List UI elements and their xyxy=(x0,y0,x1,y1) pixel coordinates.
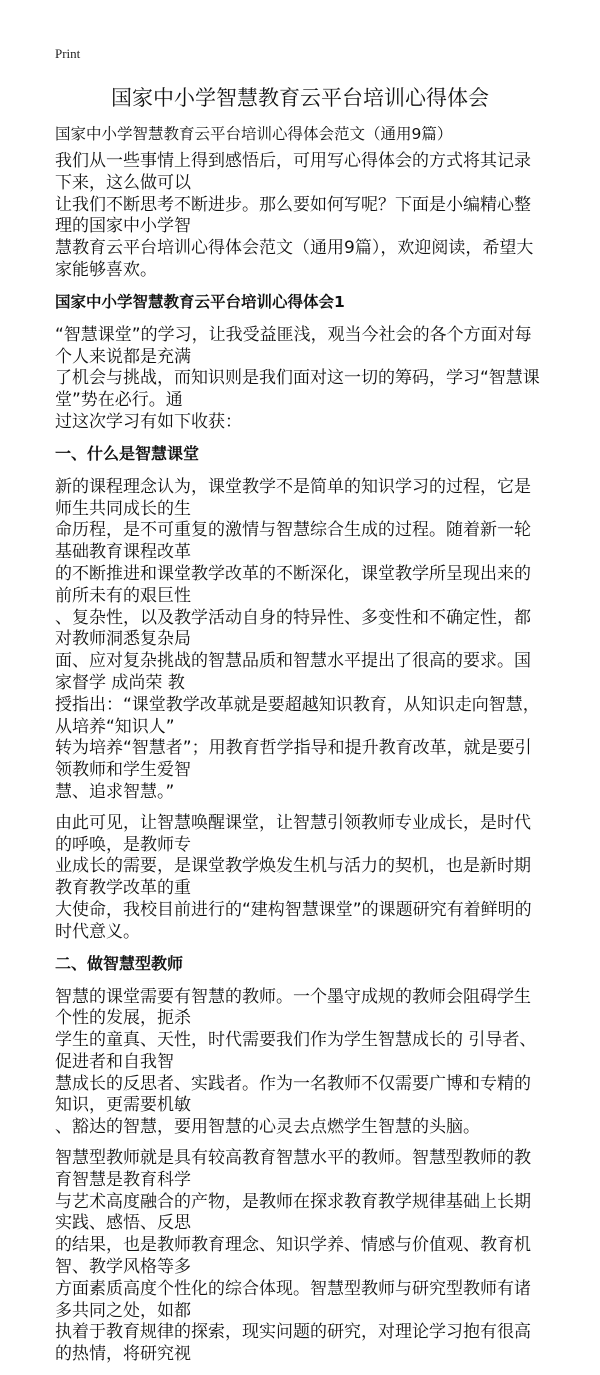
paragraph xyxy=(55,151,545,282)
paragraph-line: “智慧课堂”的学习，让我受益匪浅，观当今社会的各个方面对每个人来说都是充满 xyxy=(55,324,532,367)
paragraph-line: 新的课程理念认为，课堂教学不是简单的知识学习的过程，它是师生共同成长的生 xyxy=(55,476,531,519)
print-link[interactable]: Print xyxy=(55,46,81,61)
paragraph-line: 命历程，是不可重复的激情与智慧综合生成的过程。随着新一轮基础教育课程改革 xyxy=(55,520,531,563)
content-blocks xyxy=(55,151,545,1366)
paragraph-line: 面、应对复杂挑战的智慧品质和智慧水平提出了很高的要求。国家督学 成尚荣 教 xyxy=(55,651,531,693)
paragraph xyxy=(55,325,545,434)
paragraph-line: 慧、追求智慧。” xyxy=(55,781,175,802)
paragraph xyxy=(55,1148,545,1366)
paragraph-line: 了机会与挑战，而知识则是我们面对这一切的筹码，学习“智慧课堂”势在必行。通 xyxy=(55,368,540,411)
paragraph-line: 我们从一些事情上得到感悟后，可用写心得体会的方式将其记录下来，这么做可以 xyxy=(55,151,531,193)
paragraph-line: 方面素质高度个性化的综合体现。智慧型教师与研究型教师有诸多共同之处，如都 xyxy=(55,1278,531,1321)
document-body xyxy=(55,123,545,1375)
paragraph-line: 业成长的需要，是课堂教学焕发生机与活力的契机，也是新时期教育教学改革的重 xyxy=(55,856,531,899)
paragraph-line: 大使命，我校目前进行的“建构智慧课堂”的课题研究有着鲜明的时代意义。 xyxy=(55,899,532,942)
document-subtitle: 国家中小学智慧教育云平台培训心得体会范文（通用9篇） xyxy=(55,125,453,143)
paragraph-line: 慧教育云平台培训心得体会范文（通用9篇），欢迎阅读，希望大家能够喜欢。 xyxy=(55,238,534,280)
paragraph xyxy=(55,987,545,1140)
paragraph-line: 执着于教育规律的探索，现实问题的研究，对理论学习抱有很高的热情，将研究视 xyxy=(55,1322,531,1365)
paragraph-line: 学生的童真、天性，时代需要我们作为学生智慧成长的 引导者、促进者和自我智 xyxy=(55,1030,537,1072)
paragraph-line: 慧成长的反思者、实践者。作为一名教师不仅需要广博和专精的知识，更需要机敏 xyxy=(55,1073,531,1116)
section-heading: 一、什么是智慧课堂 xyxy=(55,443,200,463)
article-heading: 国家中小学智慧教育云平台培训心得体会1 xyxy=(55,292,345,311)
paragraph-line: 与艺术高度融合的产物，是教师在探求教育教学规律基础上长期实践、感悟、反思 xyxy=(55,1191,531,1234)
paragraph-line: 智慧的课堂需要有智慧的教师。一个墨守成规的教师会阻碍学生个性的发展，扼杀 xyxy=(55,986,531,1029)
paragraph-line: 、复杂性，以及教学活动自身的特异性、多变性和不确定性，都对教师洞悉复杂局 xyxy=(55,607,531,650)
paragraph-line: 授指出：“课堂教学改革就是要超越知识教育，从知识走向智慧，从培养“知识人” xyxy=(55,694,540,737)
paragraph xyxy=(55,477,545,804)
paragraph-line: 智慧型教师就是具有较高教育智慧水平的教师。智慧型教师的教育智慧是教育科学 xyxy=(55,1148,531,1190)
paragraph-line: 由此可见，让智慧唤醒课堂，让智慧引领教师专业成长，是时代的呼唤，是教师专 xyxy=(55,812,531,855)
section-heading: 二、做智慧型教师 xyxy=(55,953,184,973)
paragraph xyxy=(55,813,545,944)
paragraph-line: 的不断推进和课堂教学改革的不断深化，课堂教学所呈现出来的前所未有的艰巨性 xyxy=(55,563,531,606)
paragraph-line: 过这次学习有如下收获： xyxy=(55,411,242,432)
paragraph-line: 的结果，也是教师教育理念、知识学养、情感与价值观、教育机智、教学风格等多 xyxy=(55,1235,531,1278)
paragraph-line: 、豁达的智慧，要用智慧的心灵去点燃学生智慧的头脑。 xyxy=(55,1117,480,1138)
paragraph-line: 让我们不断思考不断进步。那么要如何写呢？下面是小编精心整理的国家中小学智 xyxy=(55,194,531,237)
paragraph-line: 转为培养“智慧者”；用教育哲学指导和提升教育改革，就是要引领教师和学生爱智 xyxy=(55,738,532,781)
document-title: 国家中小学智慧教育云平台培训心得体会 xyxy=(111,86,489,110)
